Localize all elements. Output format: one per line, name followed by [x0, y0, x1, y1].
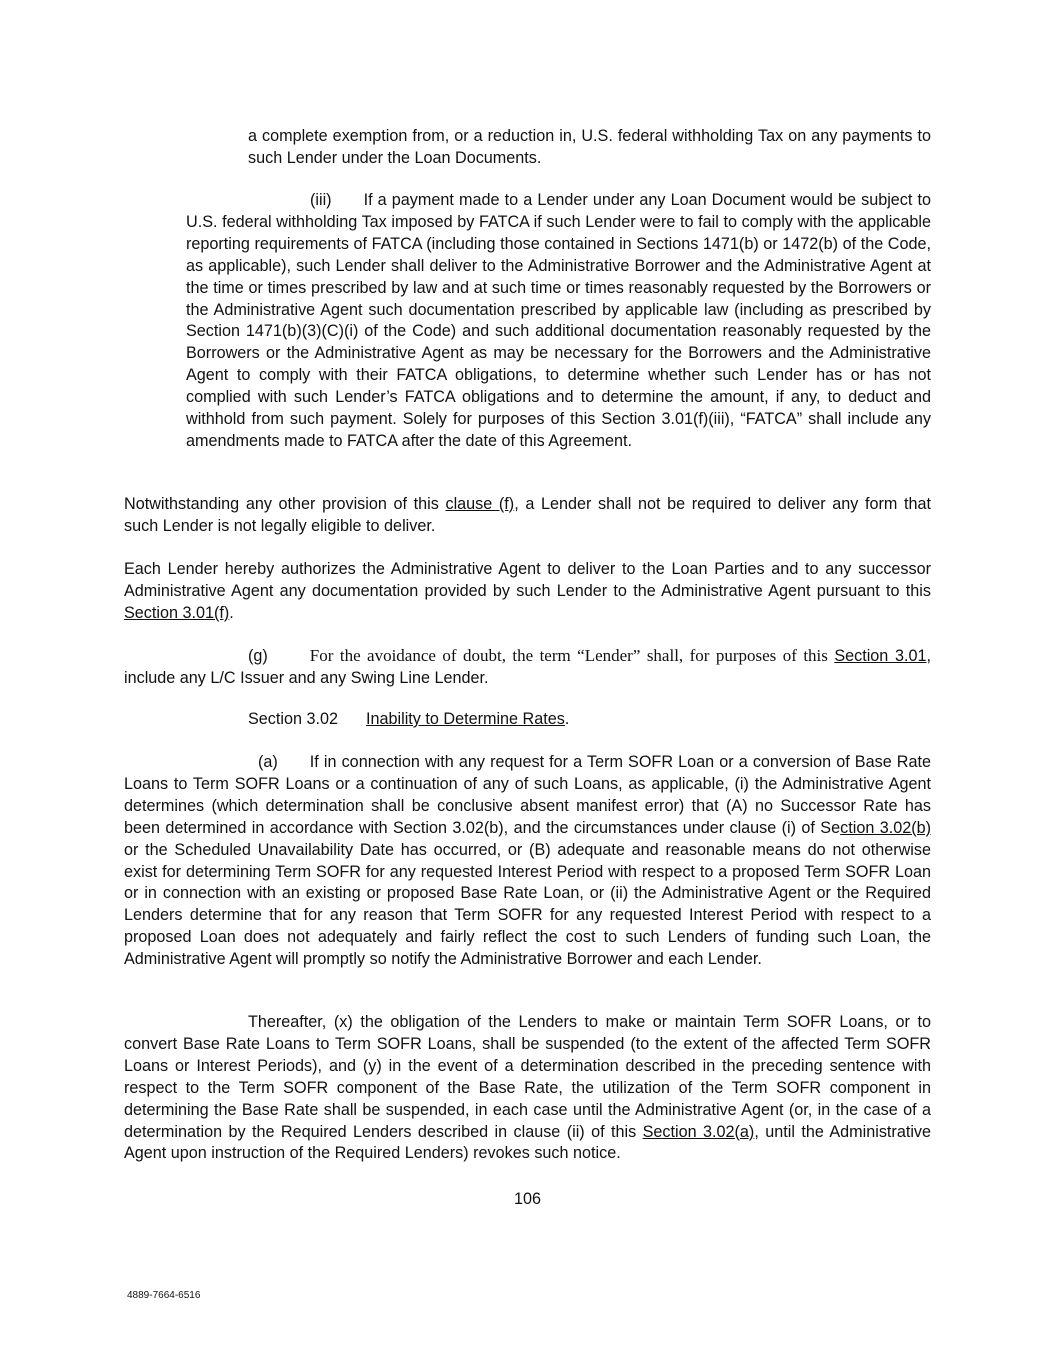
each-lender-text-before: Each Lender hereby authorizes the Administrative Agent to deliver to the Loan Parties and to any successor Administrative Agent any documentation provided by such Lender to the Administrative Agent pursuant to this — [124, 560, 931, 600]
section-title: Inability to Determine Rates — [366, 710, 565, 728]
paragraph-g-text-after: , include any L/C Issuer and any Swing Line Lender. — [124, 647, 931, 687]
notwithstanding-paragraph — [124, 494, 931, 538]
continuation-paragraph — [248, 126, 931, 170]
thereafter-text-after: , until the Administrative Agent upon instruction of the Required Lenders) revokes such notice. — [124, 1122, 932, 1163]
each-lender-text-after: . — [229, 603, 234, 622]
section-3-01-link[interactable]: Section 3.01 — [834, 647, 927, 665]
notwithstanding-text-before: Notwithstanding any other provision of this — [124, 495, 446, 513]
continuation-text: a complete exemption from, or a reduction in, U.S. federal withholding Tax on any payments to such Lender under the Loan Documents. — [248, 127, 931, 167]
notwithstanding-text-after: , a Lender shall not be required to deliver any form that such Lender is not legally eligible to deliver. — [124, 495, 931, 535]
document-id: 4889-7664-6516 — [127, 1290, 201, 1301]
paragraph-a-text-after: or the Scheduled Unavailability Date has occurred, or (B) adequate and reasonable means do not otherwise exist for determining Term SOFR for any requested Interest Period with respect to a proposed Term SOFR Loan or in connection with an existing or proposed Base Rate Loan, or (ii) the Administrative Agent or the Required Lenders determine that for any reason that Term SOFR for any requested Interest Period with respect to a proposed Loan does not adequately and fairly reflect the cost to such Lenders of funding such Loan, the Administrative Agent will promptly so notify the Administrative Borrower and each Lender. — [124, 840, 931, 969]
section-3-01-f-link[interactable]: Section 3.01(f) — [124, 603, 230, 622]
each-lender-paragraph — [124, 559, 931, 625]
paragraph-iii — [186, 190, 931, 453]
paragraph-iii-label: (iii) — [310, 191, 332, 209]
section-3-02-b-link[interactable]: ction 3.02(b) — [840, 818, 931, 837]
paragraph-iii-text: If a payment made to a Lender under any Loan Document would be subject to U.S. federal withholding Tax imposed by FATCA if such Lender were to fail to comply with the applicable reporting requirements of FATCA (including those contained in Sections 1471(b) or 1472(b) of the Code, as applicable), such Lender shall deliver to the Administrative Borrower and the Administrative Agent at the time or times prescribed by law and at such time or times reasonably requested by the Borrowers or the Administrative Agent such documentation prescribed by applicable law (including as prescribed by Section 1471(b)(3)(C)(i) of the Code) and such additional documentation reasonably requested by the Borrowers or the Administrative Agent as may be necessary for the Borrowers and the Administrative Agent to comply with their FATCA obligations, to determine whether such Lender has or has not complied with such Lender’s FATCA obligations and to determine the amount, if any, to deduct and withhold from such payment. Solely for purposes of this Section 3.01(f)(iii), “FATCA” shall include any amendments made to FATCA after the date of this Agreement. — [186, 191, 931, 450]
page-number: 106 — [513, 1190, 541, 1208]
section-3-02-a-link[interactable]: Section 3.02(a) — [642, 1122, 755, 1141]
paragraph-a-label: (a) — [258, 753, 278, 771]
paragraph-a-text-before: If in connection with any request for a Term SOFR Loan or a conversion of Base Rate Loans to Term SOFR Loans or a continuation of any of such Loans, as applicable, (i) the Administrative Agent determines (which determination shall be conclusive absent manifest error) that (A) no Successor Rate has been determined in accordance with Section 3.02(b), and the circumstances under clause (i) of Se — [124, 753, 931, 837]
paragraph-g-serif-text: For the avoidance of doubt, the term “Lender” shall, for purposes of this — [309, 646, 835, 665]
clause-f-link[interactable]: clause (f) — [445, 495, 515, 513]
thereafter-paragraph — [124, 1012, 931, 1165]
thereafter-text-before: Thereafter, (x) the obligation of the Lenders to make or maintain Term SOFR Loans, or to convert Base Rate Loans to Term SOFR Loans, shall be suspended (to the extent of the affected Term SOFR Loans or Interest Periods), and (y) in the event of a determination described in the preceding sentence with respect to the Term SOFR component of the Base Rate, the utilization of the Term SOFR component in determining the Base Rate shall be suspended, in each case until the Administrative Agent (or, in the case of a determination by the Required Lenders described in clause (ii) of this — [124, 1013, 931, 1141]
section-title-period: . — [564, 710, 570, 728]
paragraph-g — [124, 645, 931, 690]
section-number: Section 3.02 — [248, 710, 338, 728]
paragraph-a — [124, 752, 931, 971]
section-heading — [248, 709, 931, 731]
paragraph-g-label: (g) — [248, 647, 268, 665]
